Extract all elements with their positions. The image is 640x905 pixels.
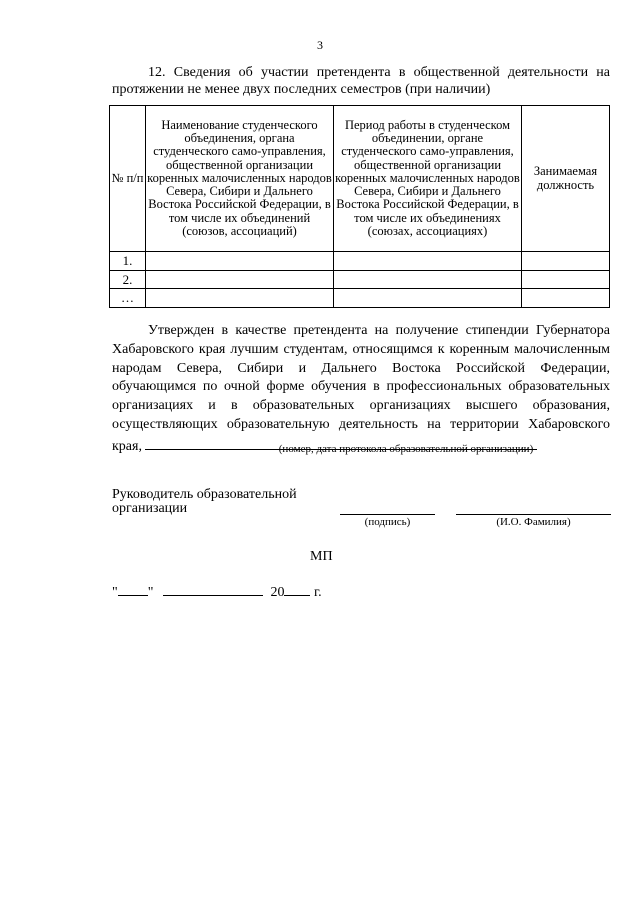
participation-table bbox=[109, 105, 610, 308]
approval-paragraph bbox=[112, 322, 610, 457]
table-cell[interactable] bbox=[146, 270, 334, 289]
table-cell[interactable] bbox=[334, 252, 522, 271]
table-cell[interactable] bbox=[334, 270, 522, 289]
name-caption: (И.О. Фамилия) bbox=[496, 516, 571, 528]
table-cell[interactable] bbox=[522, 270, 610, 289]
header-organization: Наименование студенческого объединения, органа студенческого само-управления, общественной организации коренных малочисленных народов Севера, Сибири и Дальнего Востока Российской Федерации, в том числе их объединений (союзов, ассоциаций) bbox=[146, 106, 334, 252]
month-fill-line[interactable] bbox=[163, 582, 263, 596]
signature-caption: (подпись) bbox=[364, 516, 411, 528]
date-close-quote: " bbox=[147, 585, 154, 600]
year-suffix: г. bbox=[313, 585, 322, 600]
year-prefix: 20 bbox=[270, 585, 285, 600]
table-cell[interactable] bbox=[146, 252, 334, 271]
date-open-quote: " bbox=[112, 585, 118, 600]
head-of-organization-label: Руководитель образовательной организации bbox=[112, 487, 297, 516]
protocol-caption: (номер, дата протокола образовательной организации) bbox=[278, 443, 534, 455]
table-header-row bbox=[110, 106, 610, 252]
table-cell[interactable] bbox=[522, 289, 610, 308]
section-heading: 12. Сведения об участии претендента в общественной деятельности на протяжении не менее двух последних семестров (при наличии) bbox=[112, 65, 610, 97]
day-fill-line[interactable] bbox=[118, 582, 148, 596]
name-line[interactable] bbox=[456, 514, 611, 515]
table-cell[interactable] bbox=[146, 289, 334, 308]
header-number: № п/п bbox=[110, 106, 146, 252]
table-cell[interactable] bbox=[334, 289, 522, 308]
table-row bbox=[110, 289, 610, 308]
signature-line[interactable] bbox=[340, 514, 435, 515]
stamp-label: МП bbox=[310, 549, 333, 564]
page-number: 3 bbox=[317, 38, 323, 52]
table-cell[interactable] bbox=[522, 252, 610, 271]
year-fill-line[interactable] bbox=[284, 582, 310, 596]
table-cell: 2. bbox=[110, 270, 146, 289]
header-position: Занимаемая должность bbox=[522, 106, 610, 252]
date-line bbox=[112, 582, 322, 601]
table-row bbox=[110, 252, 610, 271]
table-cell: 1. bbox=[110, 252, 146, 271]
table-cell: … bbox=[110, 289, 146, 308]
approval-text: Утвержден в качестве претендента на получение стипендии Губернатора Хабаровского края лучшим студентам, относящимся к коренным малочисленным народам Севера, Сибири и Дальнего Востока Российской Федерации, обучающимся по очной форме обучения в профессиональных образовательных организациях и в образовательных организациях высшего образования, осуществляющих образовательную деятельность на территории Хабаровского края, bbox=[112, 323, 610, 454]
table-row bbox=[110, 270, 610, 289]
header-period: Период работы в студенческом объединении, органе студенческого само-управления, общественной организации коренных малочисленных народов Севера, Сибири и Дальнего Востока Российской Федерации, в том числе их объединениях (союзах, ассоциациях) bbox=[334, 106, 522, 252]
